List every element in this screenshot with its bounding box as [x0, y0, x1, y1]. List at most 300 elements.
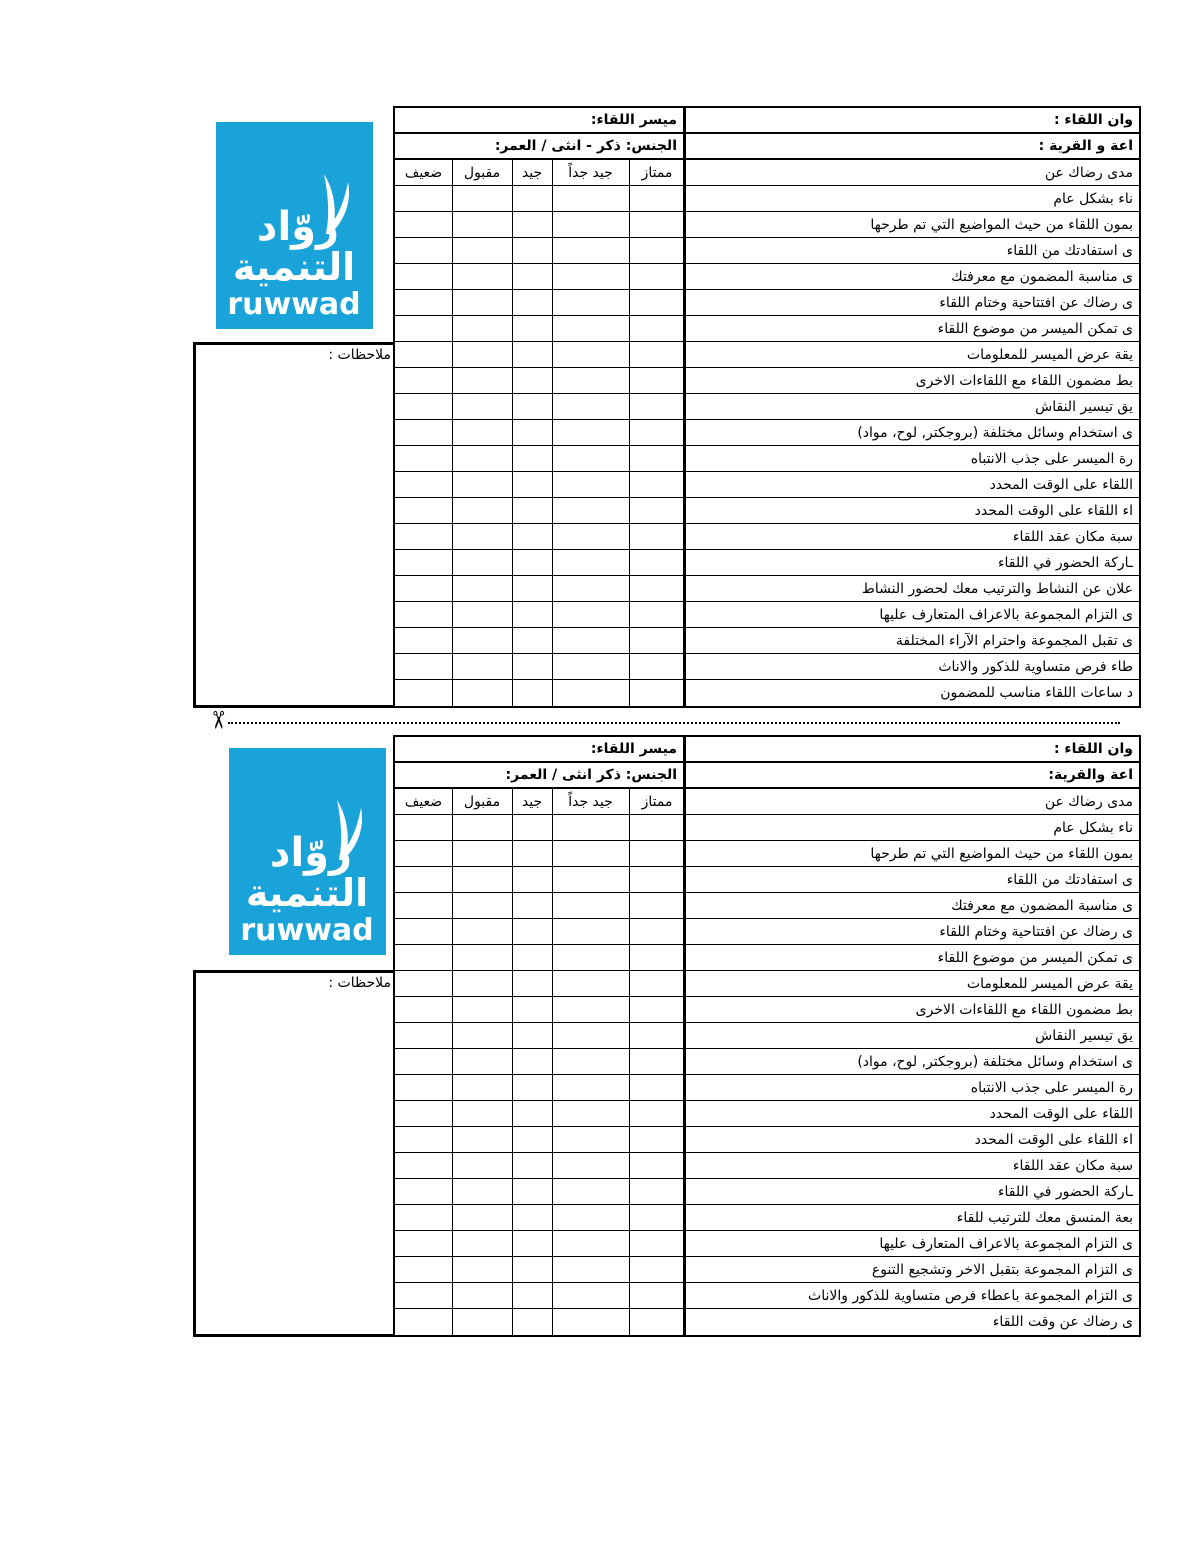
- question-text: ى مناسبة المضمون مع معرفتك: [951, 897, 1133, 914]
- question-row: [395, 1023, 1139, 1049]
- satisfaction-label: مدى رضاك عن: [1044, 164, 1133, 181]
- rating-cell[interactable]: [512, 524, 552, 549]
- question-row: [395, 394, 1139, 420]
- rating-cell[interactable]: [629, 919, 685, 944]
- question-text: ى التزام المجموعة باعطاء فرص متساوية للذكور والاناث: [808, 1287, 1133, 1304]
- rating-cell[interactable]: [512, 654, 552, 679]
- rating-cell[interactable]: [512, 212, 552, 237]
- question-text: بمون اللقاء من حيث المواضيع التي تم طرحها: [870, 216, 1133, 233]
- title-row: [395, 737, 1139, 763]
- village-row: [395, 134, 1139, 160]
- facilitator-label: ميسر اللقاء:: [590, 112, 677, 128]
- rating-cell[interactable]: [452, 524, 512, 549]
- rating-cell[interactable]: [395, 1257, 452, 1282]
- rating-cell[interactable]: [629, 815, 685, 840]
- rating-cell[interactable]: [512, 1231, 552, 1256]
- logo-arabic-2: التنمية: [232, 245, 356, 289]
- rating-cell[interactable]: [452, 342, 512, 367]
- rating-header-3: جيد: [521, 793, 543, 810]
- rating-cell[interactable]: [395, 1101, 452, 1126]
- question-text: يقة عرض الميسر للمعلومات: [966, 346, 1133, 363]
- question-text: ى التزام المجموعة بالاعراف المتعارف عليها: [879, 606, 1133, 623]
- rating-cell[interactable]: [552, 628, 629, 653]
- notes-label: ملاحظات :: [328, 347, 391, 363]
- rating-cell[interactable]: [552, 1127, 629, 1152]
- logo-arabic-1: روّاد: [269, 830, 353, 876]
- rating-header-row: [395, 789, 1139, 815]
- rating-cell[interactable]: [629, 602, 685, 627]
- rating-cell[interactable]: [512, 290, 552, 315]
- rating-cell[interactable]: [452, 893, 512, 918]
- rating-cell[interactable]: [552, 815, 629, 840]
- rating-cell[interactable]: [452, 1205, 512, 1230]
- rating-cell[interactable]: [629, 1075, 685, 1100]
- rating-cell[interactable]: [552, 841, 629, 866]
- rating-cell[interactable]: [552, 446, 629, 471]
- rating-cell[interactable]: [629, 212, 685, 237]
- question-text: بط مضمون اللقاء مع اللقاءات الاخرى: [915, 1001, 1133, 1018]
- rating-cell[interactable]: [452, 1283, 512, 1308]
- rating-cell[interactable]: [395, 654, 452, 679]
- rating-cell[interactable]: [552, 654, 629, 679]
- meeting-title-label: وان اللقاء :: [1053, 112, 1133, 128]
- logo-graphic: [229, 748, 386, 955]
- question-row: [395, 186, 1139, 212]
- meeting-title-label: وان اللقاء :: [1053, 741, 1133, 757]
- question-row: [395, 945, 1139, 971]
- rating-cell[interactable]: [512, 1257, 552, 1282]
- rating-cell[interactable]: [552, 945, 629, 970]
- rating-cell[interactable]: [512, 264, 552, 289]
- question-row: [395, 264, 1139, 290]
- rating-cell[interactable]: [395, 446, 452, 471]
- rating-cell[interactable]: [552, 997, 629, 1022]
- rating-cell[interactable]: [512, 893, 552, 918]
- question-row: [395, 680, 1139, 706]
- rating-cell[interactable]: [629, 971, 685, 996]
- rating-cell[interactable]: [629, 576, 685, 601]
- rating-cell[interactable]: [552, 867, 629, 892]
- rating-cell[interactable]: [512, 841, 552, 866]
- rating-cell[interactable]: [629, 867, 685, 892]
- rating-cell[interactable]: [629, 472, 685, 497]
- ruwwad-logo: [216, 122, 373, 329]
- rating-cell[interactable]: [552, 420, 629, 445]
- rating-cell[interactable]: [629, 841, 685, 866]
- rating-cell[interactable]: [512, 186, 552, 211]
- rating-cell[interactable]: [452, 472, 512, 497]
- rating-cell[interactable]: [552, 394, 629, 419]
- rating-header-4: مقبول: [463, 164, 501, 181]
- rating-cell[interactable]: [452, 498, 512, 523]
- rating-cell[interactable]: [629, 368, 685, 393]
- rating-cell[interactable]: [452, 971, 512, 996]
- rating-cell[interactable]: [512, 1205, 552, 1230]
- rating-cell[interactable]: [552, 472, 629, 497]
- logo-arabic-1: روّاد: [256, 204, 340, 250]
- rating-cell[interactable]: [395, 919, 452, 944]
- question-row: [395, 654, 1139, 680]
- rating-cell[interactable]: [552, 680, 629, 706]
- rating-cell[interactable]: [552, 893, 629, 918]
- rating-cell[interactable]: [512, 1179, 552, 1204]
- question-text: يق تيسير النقاش: [1035, 398, 1133, 415]
- rating-cell[interactable]: [629, 342, 685, 367]
- rating-cell[interactable]: [629, 1283, 685, 1308]
- rating-cell[interactable]: [629, 628, 685, 653]
- rating-cell[interactable]: [395, 1231, 452, 1256]
- question-text: ى استفادتك من اللقاء: [1006, 242, 1133, 259]
- question-text: ى تقبل المجموعة واحترام الآراء المختلفة: [895, 632, 1133, 649]
- rating-cell[interactable]: [512, 1153, 552, 1178]
- rating-cell[interactable]: [552, 1205, 629, 1230]
- rating-cell[interactable]: [629, 1179, 685, 1204]
- rating-cell[interactable]: [512, 602, 552, 627]
- rating-cell[interactable]: [452, 1179, 512, 1204]
- rating-cell[interactable]: [395, 264, 452, 289]
- rating-cell[interactable]: [552, 919, 629, 944]
- gender-age-label: الجنس: ذكر - انثى / العمر:: [494, 138, 677, 154]
- rating-cell[interactable]: [452, 1153, 512, 1178]
- rating-cell[interactable]: [452, 1309, 512, 1335]
- rating-cell[interactable]: [395, 368, 452, 393]
- rating-header-1: ممتاز: [641, 164, 673, 181]
- rating-cell[interactable]: [512, 342, 552, 367]
- rating-cell[interactable]: [452, 654, 512, 679]
- rating-cell[interactable]: [512, 446, 552, 471]
- question-text: ـاركة الحضور في اللقاء: [997, 1183, 1133, 1200]
- question-row: [395, 238, 1139, 264]
- rating-cell[interactable]: [452, 919, 512, 944]
- rating-cell[interactable]: [629, 1205, 685, 1230]
- rating-cell[interactable]: [452, 316, 512, 341]
- notes-label: ملاحظات :: [328, 975, 391, 991]
- question-text: ى التزام المجموعة بالاعراف المتعارف عليها: [879, 1235, 1133, 1252]
- question-row: [395, 1101, 1139, 1127]
- rating-cell[interactable]: [552, 186, 629, 211]
- question-text: اللقاء على الوقت المحدد: [989, 1105, 1133, 1122]
- rating-cell[interactable]: [629, 316, 685, 341]
- question-text: ناء بشكل عام: [1053, 819, 1133, 836]
- question-text: اء اللقاء على الوقت المحدد: [974, 502, 1133, 519]
- rating-cell[interactable]: [395, 472, 452, 497]
- rating-cell[interactable]: [452, 867, 512, 892]
- question-text: ى رضاك عن افتتاحية وختام اللقاء: [939, 294, 1133, 311]
- rating-cell[interactable]: [512, 316, 552, 341]
- rating-cell[interactable]: [552, 1023, 629, 1048]
- rating-cell[interactable]: [552, 971, 629, 996]
- rating-cell[interactable]: [395, 394, 452, 419]
- notes-box[interactable]: [193, 970, 395, 1337]
- question-row: [395, 524, 1139, 550]
- rating-cell[interactable]: [629, 945, 685, 970]
- rating-cell[interactable]: [552, 1049, 629, 1074]
- rating-cell[interactable]: [395, 602, 452, 627]
- rating-cell[interactable]: [552, 1231, 629, 1256]
- rating-header-5: ضعيف: [404, 793, 443, 810]
- question-text: ى استخدام وسائل مختلفة (بروجكتر, لوح، مواد): [857, 1053, 1133, 1070]
- rating-cell[interactable]: [552, 368, 629, 393]
- question-text: سبة مكان عقد اللقاء: [1012, 528, 1133, 545]
- rating-cell[interactable]: [452, 576, 512, 601]
- logo-graphic: [216, 122, 373, 329]
- rating-cell[interactable]: [629, 997, 685, 1022]
- satisfaction-label: مدى رضاك عن: [1044, 793, 1133, 810]
- rating-cell[interactable]: [512, 550, 552, 575]
- rating-cell[interactable]: [395, 576, 452, 601]
- question-text: رة الميسر على جذب الانتباه: [970, 450, 1133, 467]
- rating-cell[interactable]: [512, 1101, 552, 1126]
- question-row: [395, 602, 1139, 628]
- rating-cell[interactable]: [395, 971, 452, 996]
- rating-cell[interactable]: [552, 1309, 629, 1335]
- rating-cell[interactable]: [629, 1101, 685, 1126]
- rating-cell[interactable]: [452, 264, 512, 289]
- rating-cell[interactable]: [512, 1023, 552, 1048]
- rating-header-5: ضعيف: [404, 164, 443, 181]
- village-label: اعة و القرية :: [1038, 138, 1133, 154]
- rating-cell[interactable]: [395, 1179, 452, 1204]
- rating-cell[interactable]: [452, 841, 512, 866]
- rating-cell[interactable]: [552, 550, 629, 575]
- village-label: اعة والقرية:: [1048, 767, 1133, 783]
- rating-cell[interactable]: [395, 550, 452, 575]
- question-row: [395, 893, 1139, 919]
- rating-header-3: جيد: [521, 164, 543, 181]
- rating-cell[interactable]: [552, 212, 629, 237]
- rating-cell[interactable]: [552, 1075, 629, 1100]
- facilitator-label: ميسر اللقاء:: [590, 741, 677, 757]
- question-row: [395, 997, 1139, 1023]
- rating-cell[interactable]: [395, 290, 452, 315]
- rating-cell[interactable]: [395, 1075, 452, 1100]
- ruwwad-logo: [229, 748, 386, 955]
- rating-cell[interactable]: [629, 498, 685, 523]
- rating-cell[interactable]: [629, 1257, 685, 1282]
- rating-cell[interactable]: [512, 498, 552, 523]
- rating-cell[interactable]: [395, 524, 452, 549]
- rating-cell[interactable]: [452, 680, 512, 706]
- question-row: [395, 1049, 1139, 1075]
- question-row: [395, 576, 1139, 602]
- rating-cell[interactable]: [552, 602, 629, 627]
- question-row: [395, 212, 1139, 238]
- rating-cell[interactable]: [512, 945, 552, 970]
- rating-cell[interactable]: [395, 1309, 452, 1335]
- rating-cell[interactable]: [552, 1283, 629, 1308]
- rating-cell[interactable]: [395, 498, 452, 523]
- question-text: ى رضاك عن وقت اللقاء: [992, 1314, 1133, 1330]
- rating-cell[interactable]: [395, 1049, 452, 1074]
- rating-cell[interactable]: [552, 342, 629, 367]
- rating-cell[interactable]: [395, 1127, 452, 1152]
- rating-cell[interactable]: [452, 945, 512, 970]
- rating-cell[interactable]: [512, 1049, 552, 1074]
- logo-arabic-2: التنمية: [245, 871, 369, 915]
- rating-cell[interactable]: [452, 394, 512, 419]
- rating-cell[interactable]: [395, 1283, 452, 1308]
- rating-cell[interactable]: [512, 628, 552, 653]
- question-text: يقة عرض الميسر للمعلومات: [966, 975, 1133, 992]
- rating-cell[interactable]: [629, 420, 685, 445]
- rating-cell[interactable]: [452, 212, 512, 237]
- rating-cell[interactable]: [629, 680, 685, 706]
- cut-line: [228, 722, 1120, 724]
- rating-header-2: جيد جداً: [568, 164, 613, 181]
- question-row: [395, 498, 1139, 524]
- rating-cell[interactable]: [452, 997, 512, 1022]
- rating-cell[interactable]: [552, 1101, 629, 1126]
- question-row: [395, 1283, 1139, 1309]
- rating-cell[interactable]: [452, 815, 512, 840]
- rating-cell[interactable]: [395, 945, 452, 970]
- rating-cell[interactable]: [395, 1205, 452, 1230]
- question-text: ى استفادتك من اللقاء: [1006, 871, 1133, 888]
- question-row: [395, 368, 1139, 394]
- rating-cell[interactable]: [629, 1231, 685, 1256]
- rating-cell[interactable]: [552, 1153, 629, 1178]
- rating-cell[interactable]: [452, 602, 512, 627]
- rating-cell[interactable]: [512, 680, 552, 706]
- question-text: طاء فرص متساوية للذكور والاناث: [938, 658, 1133, 675]
- rating-cell[interactable]: [395, 815, 452, 840]
- rating-cell[interactable]: [629, 1153, 685, 1178]
- rating-cell[interactable]: [629, 893, 685, 918]
- question-row: [395, 472, 1139, 498]
- logo-latin: ruwwad: [240, 913, 374, 948]
- question-text: ناء بشكل عام: [1053, 190, 1133, 207]
- rating-cell[interactable]: [395, 1023, 452, 1048]
- rating-cell[interactable]: [395, 997, 452, 1022]
- rating-cell[interactable]: [452, 420, 512, 445]
- question-text: ى مناسبة المضمون مع معرفتك: [951, 268, 1133, 285]
- rating-cell[interactable]: [512, 1283, 552, 1308]
- question-text: ى التزام المجموعة بتقبل الاخر وتشجيع التنوع: [871, 1261, 1133, 1278]
- rating-cell[interactable]: [629, 550, 685, 575]
- rating-cell[interactable]: [395, 680, 452, 706]
- question-row: [395, 1179, 1139, 1205]
- rating-cell[interactable]: [512, 238, 552, 263]
- rating-cell[interactable]: [512, 919, 552, 944]
- rating-cell[interactable]: [629, 524, 685, 549]
- rating-cell[interactable]: [452, 238, 512, 263]
- question-row: [395, 316, 1139, 342]
- rating-cell[interactable]: [452, 186, 512, 211]
- notes-box[interactable]: [193, 342, 395, 708]
- question-row: [395, 628, 1139, 654]
- rating-cell[interactable]: [452, 1127, 512, 1152]
- rating-cell[interactable]: [395, 342, 452, 367]
- rating-cell[interactable]: [552, 316, 629, 341]
- rating-cell[interactable]: [552, 576, 629, 601]
- rating-cell[interactable]: [629, 1309, 685, 1335]
- question-text: بط مضمون اللقاء مع اللقاءات الاخرى: [915, 372, 1133, 389]
- rating-cell[interactable]: [452, 1101, 512, 1126]
- rating-cell[interactable]: [512, 394, 552, 419]
- question-text: ى تمكن الميسر من موضوع اللقاء: [937, 949, 1133, 966]
- question-text: د ساعات اللقاء مناسب للمضمون: [940, 685, 1133, 701]
- rating-cell[interactable]: [552, 290, 629, 315]
- rating-cell[interactable]: [629, 446, 685, 471]
- rating-cell[interactable]: [512, 1127, 552, 1152]
- rating-cell[interactable]: [452, 446, 512, 471]
- question-row: [395, 1257, 1139, 1283]
- rating-cell[interactable]: [629, 394, 685, 419]
- rating-cell[interactable]: [552, 524, 629, 549]
- rating-cell[interactable]: [512, 971, 552, 996]
- rating-cell[interactable]: [512, 867, 552, 892]
- rating-cell[interactable]: [452, 1231, 512, 1256]
- question-row: [395, 1075, 1139, 1101]
- rating-cell[interactable]: [552, 1179, 629, 1204]
- question-row: [395, 550, 1139, 576]
- rating-header-4: مقبول: [463, 793, 501, 810]
- rating-cell[interactable]: [629, 1049, 685, 1074]
- question-text: رة الميسر على جذب الانتباه: [970, 1079, 1133, 1096]
- rating-cell[interactable]: [452, 1023, 512, 1048]
- question-row: [395, 290, 1139, 316]
- rating-cell[interactable]: [512, 815, 552, 840]
- question-text: بعة المنسق معك للترتيب للقاء: [956, 1209, 1133, 1226]
- rating-cell[interactable]: [452, 368, 512, 393]
- question-row: [395, 420, 1139, 446]
- rating-cell[interactable]: [512, 472, 552, 497]
- question-row: [395, 1309, 1139, 1335]
- rating-cell[interactable]: [552, 264, 629, 289]
- question-row: [395, 867, 1139, 893]
- question-row: [395, 1205, 1139, 1231]
- question-row: [395, 342, 1139, 368]
- rating-cell[interactable]: [629, 186, 685, 211]
- rating-cell[interactable]: [395, 212, 452, 237]
- rating-cell[interactable]: [452, 628, 512, 653]
- rating-cell[interactable]: [395, 316, 452, 341]
- rating-cell[interactable]: [629, 264, 685, 289]
- rating-cell[interactable]: [395, 841, 452, 866]
- rating-header-2: جيد جداً: [568, 793, 613, 810]
- rating-cell[interactable]: [452, 1257, 512, 1282]
- rating-cell[interactable]: [629, 238, 685, 263]
- question-row: [395, 919, 1139, 945]
- rating-cell[interactable]: [552, 1257, 629, 1282]
- rating-cell[interactable]: [512, 1309, 552, 1335]
- rating-cell[interactable]: [395, 867, 452, 892]
- rating-cell[interactable]: [629, 1127, 685, 1152]
- rating-cell[interactable]: [395, 186, 452, 211]
- rating-cell[interactable]: [512, 368, 552, 393]
- rating-cell[interactable]: [552, 498, 629, 523]
- rating-cell[interactable]: [512, 420, 552, 445]
- question-row: [395, 815, 1139, 841]
- rating-cell[interactable]: [395, 628, 452, 653]
- rating-cell[interactable]: [452, 1075, 512, 1100]
- rating-cell[interactable]: [395, 1153, 452, 1178]
- rating-cell[interactable]: [629, 290, 685, 315]
- rating-cell[interactable]: [629, 654, 685, 679]
- rating-cell[interactable]: [395, 420, 452, 445]
- rating-cell[interactable]: [452, 1049, 512, 1074]
- rating-cell[interactable]: [552, 238, 629, 263]
- rating-cell[interactable]: [452, 550, 512, 575]
- question-text: ى رضاك عن افتتاحية وختام اللقاء: [939, 923, 1133, 940]
- rating-cell[interactable]: [512, 576, 552, 601]
- rating-cell[interactable]: [452, 290, 512, 315]
- rating-cell[interactable]: [629, 1023, 685, 1048]
- rating-cell[interactable]: [395, 238, 452, 263]
- rating-cell[interactable]: [512, 997, 552, 1022]
- rating-cell[interactable]: [512, 1075, 552, 1100]
- rating-cell[interactable]: [395, 893, 452, 918]
